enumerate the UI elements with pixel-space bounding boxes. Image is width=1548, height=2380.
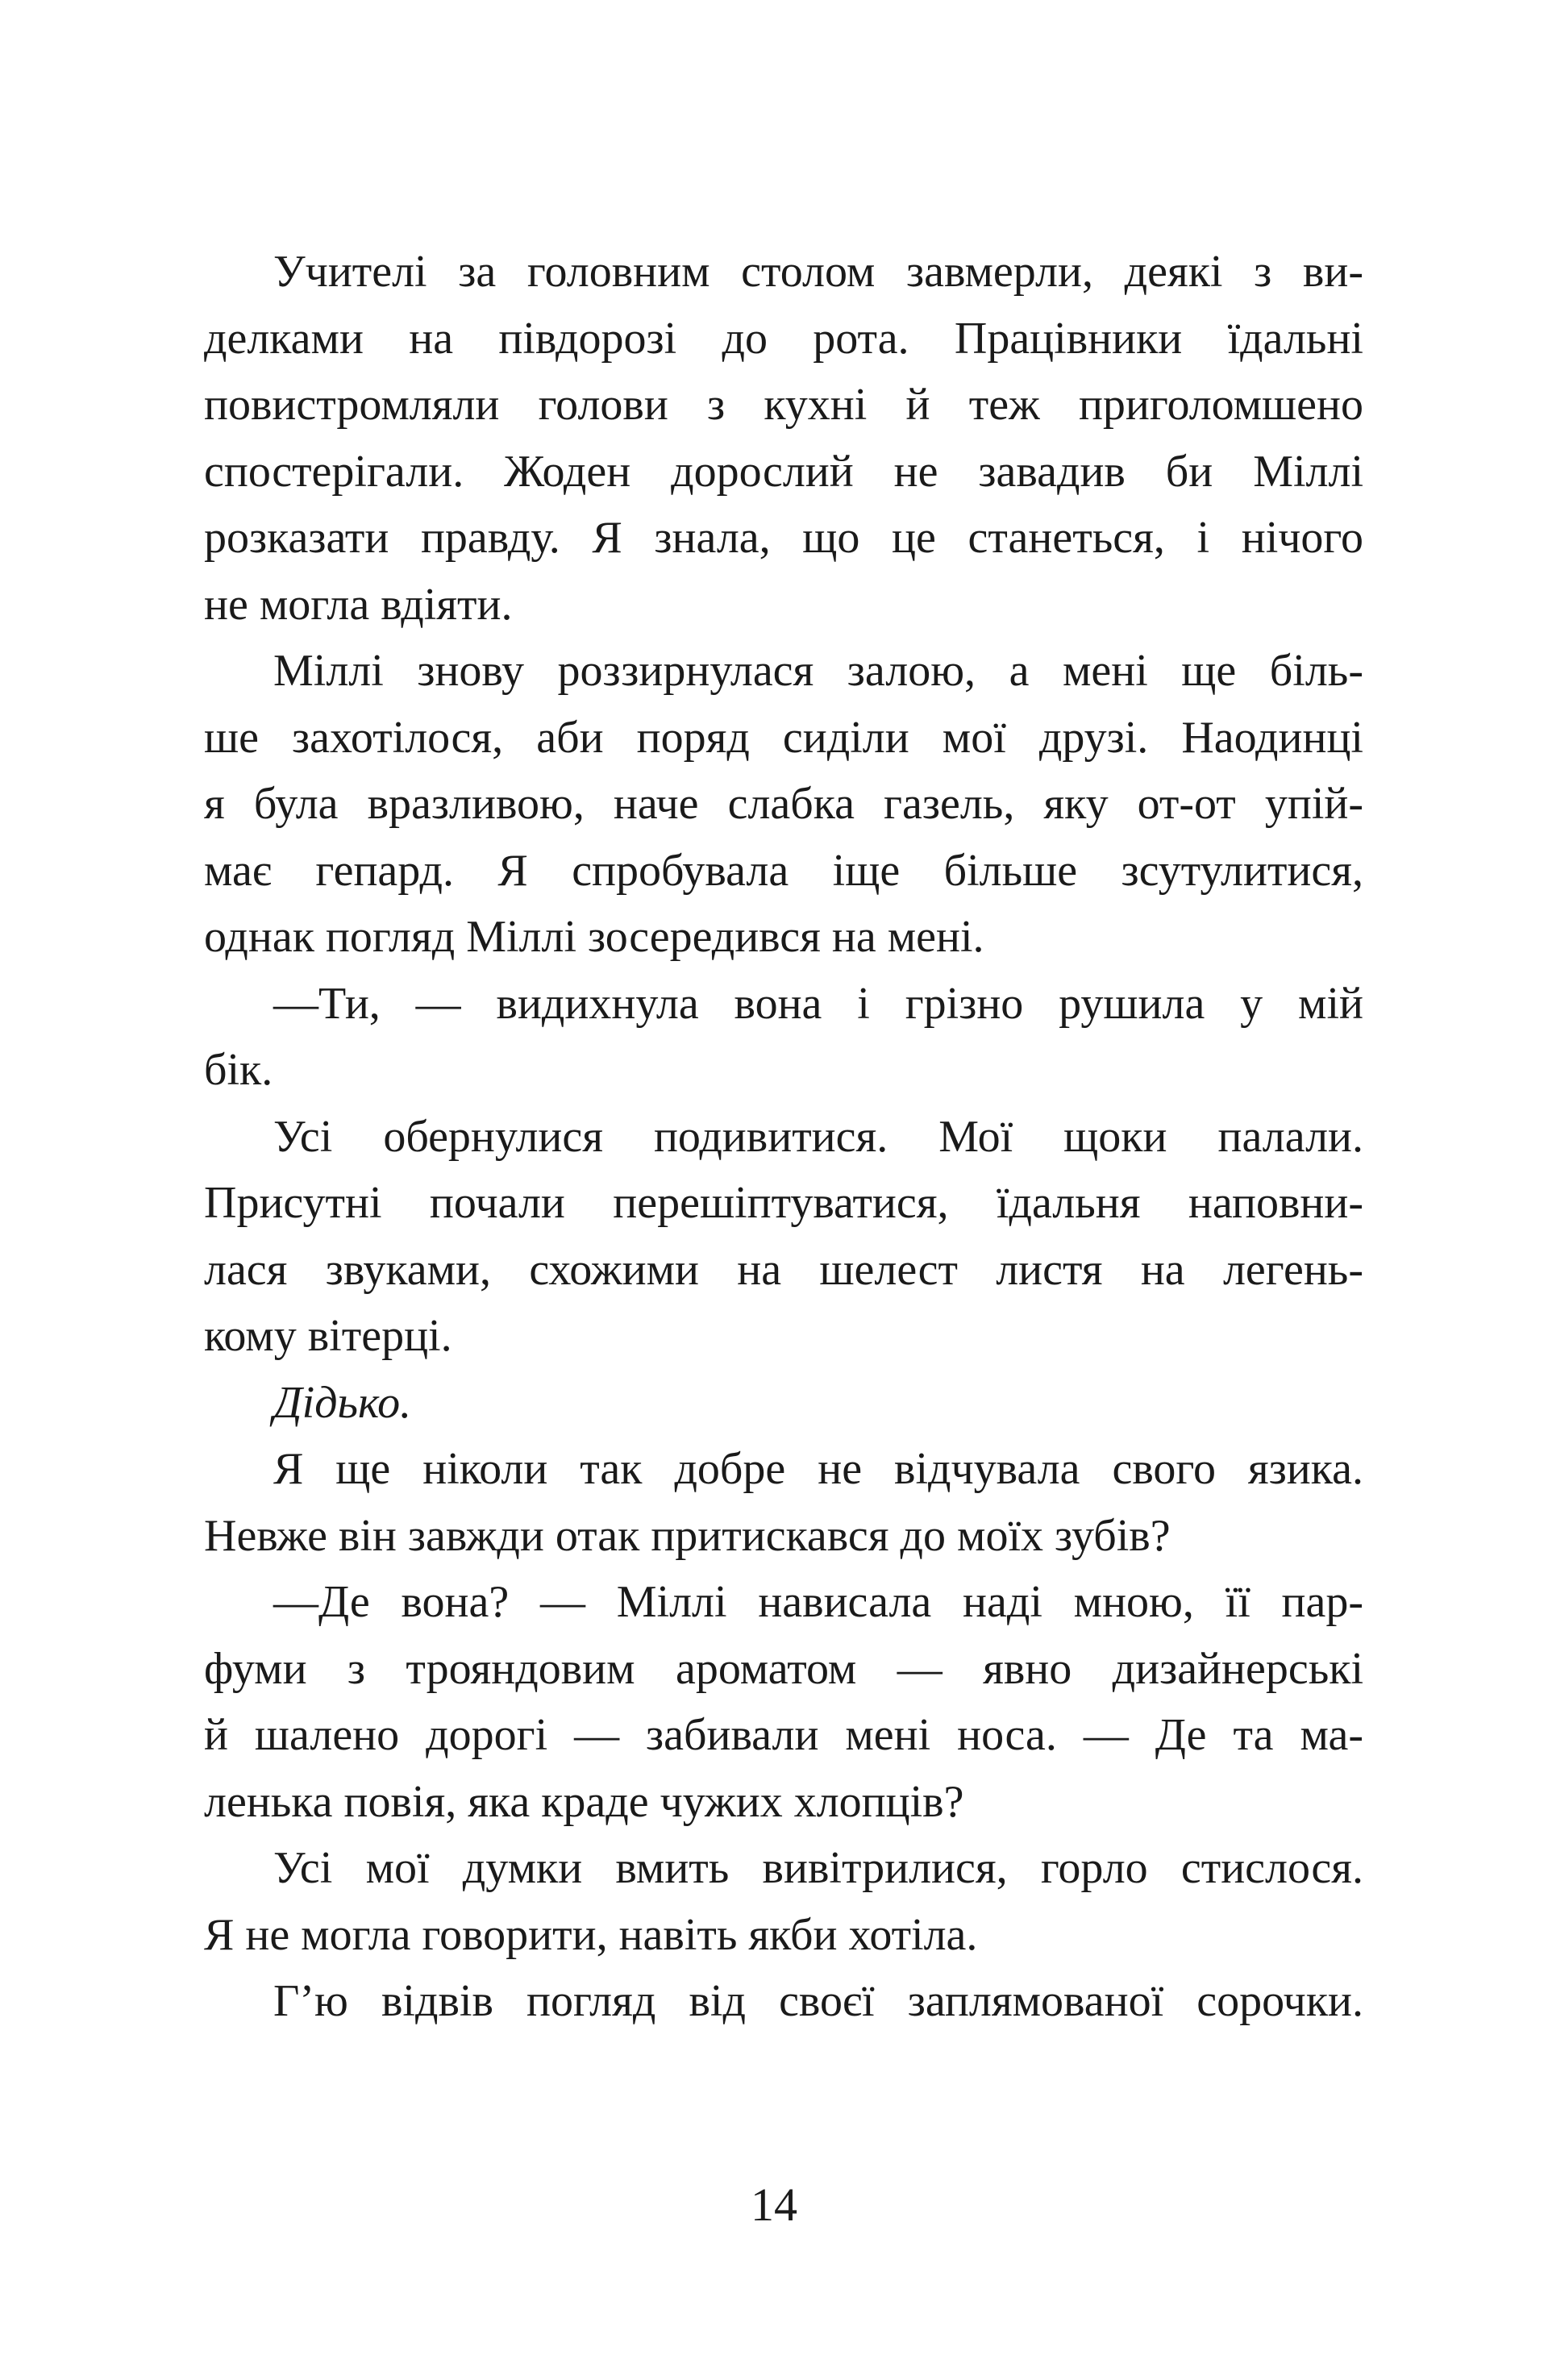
paragraph [204,1370,1363,1437]
text-line: бік. [204,1045,273,1095]
text-line: однак погляд Міллі зосередився на мені. [204,912,984,962]
paragraph [204,239,1363,638]
page-number: 14 [751,2178,797,2231]
paragraph [204,1104,1363,1370]
paragraph [204,1968,1363,2035]
paragraph [204,638,1363,971]
text-line: Дідько. [273,1377,412,1428]
text-line: Присутні почали перешіптуватися, їдальня наповни- [204,1178,1363,1228]
text-line: має гепард. Я спробувала іще більше зсутулитися, [204,845,1363,896]
text-line: —Ти, — видихнула вона і грізно рушила у мій [273,978,1363,1029]
text-line: я була вразливою, наче слабка газель, яку от-от упій- [204,779,1363,829]
page-body-text [204,239,1363,2035]
text-line: розказати правду. Я знала, що це станеться, і нічого [204,513,1363,563]
text-line: не могла вдіяти. [204,579,513,630]
text-line: лася звуками, схожими на шелест листя на легень- [204,1244,1363,1295]
text-line: повистромляли голови з кухні й теж приголомшено [204,380,1363,430]
paragraph [204,1436,1363,1569]
text-line: Я не могла говорити, навіть якби хотіла. [204,1909,978,1960]
text-line: Невже він завжди отак притискався до моїх зубів? [204,1510,1171,1561]
text-line: Усі обернулися подивитися. Мої щоки палали. [273,1111,1363,1162]
text-line: ше захотілося, аби поряд сиділи мої друзі. Наодинці [204,712,1363,763]
text-line: ленька повія, яка краде чужих хлопців? [204,1776,964,1827]
text-line: фуми з трояндовим ароматом — явно дизайнерські [204,1643,1363,1694]
text-line: Усі мої думки вмить вивітрилися, горло стислося. [273,1843,1363,1893]
text-line: кому вітерці. [204,1311,452,1361]
text-line: Міллі знову роззирнулася залою, а мені ще біль- [273,646,1363,696]
text-line: Я ще ніколи так добре не відчувала свого язика. [273,1444,1363,1494]
text-line: Г’ю відвів погляд від своєї заплямованої сорочки. [273,1976,1363,2026]
text-line: —Де вона? — Міллі нависала наді мною, її пар- [273,1577,1363,1627]
text-line: й шалено дорогі — забивали мені носа. — Де та ма- [204,1710,1363,1760]
text-line: делками на півдорозі до рота. Працівники їдальні [204,313,1363,364]
text-line: Учителі за головним столом завмерли, деякі з ви- [273,247,1363,297]
paragraph [204,1569,1363,1835]
text-line: спостерігали. Жоден дорослий не завадив би Міллі [204,446,1363,497]
paragraph [204,971,1363,1104]
paragraph [204,1835,1363,1968]
